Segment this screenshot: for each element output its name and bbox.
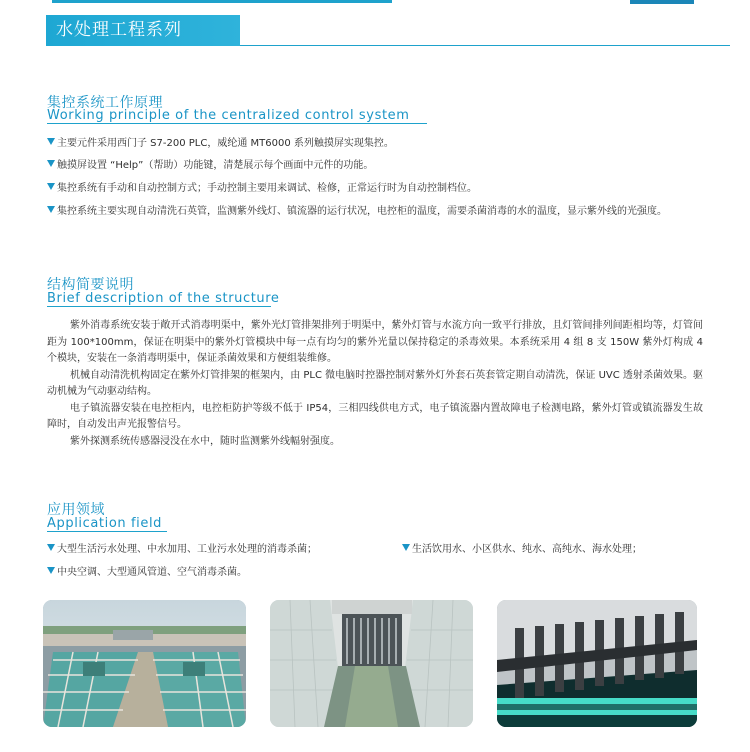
structure-description: [47, 318, 703, 450]
top-accent-line: [52, 0, 392, 3]
uv-lamp-modules-glow-photo: [497, 600, 697, 727]
principle-bullet: 集控系统主要实现自动清洗石英管，监测紫外线灯、镇流器的运行状况，电控柜的温度，需要杀菌消毒的水的温度，显示紫外线的光强度。: [47, 205, 703, 219]
triangle-bullet-icon: [47, 138, 55, 145]
application-item: 生活饮用水、小区供水、纯水、高纯水、海水处理；: [402, 543, 702, 557]
principle-title-en: Working principle of the centralized control system: [47, 108, 410, 123]
application-title-cn: 应用领域: [47, 502, 105, 518]
triangle-bullet-icon: [47, 206, 55, 213]
principle-bullet: 集控系统有手动和自动控制方式；手动控制主要用来调试、检修，正常运行时为自动控制档位。: [47, 182, 703, 196]
structure-title-cn: 结构简要说明: [47, 277, 134, 293]
principle-bullet: 触摸屏设置 “Help”（帮助）功能键，清楚展示每个画面中元件的功能。: [47, 159, 703, 173]
structure-paragraph: 电子镇流器安装在电控柜内，电控柜防护等级不低于 IP54，三相四线供电方式，电子镇流器内置故障电子检测电路，紫外灯管或镇流器发生故障时，自动发出声光报警信号。: [47, 402, 703, 430]
triangle-bullet-icon: [47, 567, 55, 574]
outdoor-treatment-channel-photo: [43, 600, 246, 727]
banner-divider: [240, 45, 730, 46]
application-item: 大型生活污水处理、中水加用、工业污水处理的消毒杀菌；: [47, 543, 377, 557]
triangle-bullet-icon: [402, 544, 410, 551]
structure-title-en: Brief description of the structure: [47, 291, 280, 306]
principle-bullet: 主要元件采用西门子 S7-200 PLC，威纶通 MT6000 系列触摸屏实现集控。: [47, 137, 703, 151]
series-banner: 水处理工程系列: [46, 15, 240, 46]
application-item: 中央空调、大型通风管道、空气消毒杀菌。: [47, 566, 377, 580]
application-title-underline: [47, 531, 167, 532]
principle-title-underline: [47, 123, 427, 124]
top-corner-accent: [630, 0, 694, 4]
principle-title-cn: 集控系统工作原理: [47, 95, 163, 111]
structure-title-underline: [47, 306, 271, 307]
triangle-bullet-icon: [47, 544, 55, 551]
structure-paragraph: 机械自动清洗机构固定在紫外灯管排架的框架内，由 PLC 微电脑时控器控制对紫外灯外套石英套管定期自动清洗，保证 UVC 透射杀菌效果。驱动机械为气动驱动结构。: [47, 369, 703, 397]
structure-paragraph: 紫外探测系统传感器浸没在水中，随时监测紫外线幅射强度。: [70, 435, 340, 447]
triangle-bullet-icon: [47, 160, 55, 167]
structure-paragraph: 紫外消毒系统安装于敞开式消毒明渠中，紫外光灯管排架排列于明渠中，紫外灯管与水流方向一致平行排放，且灯管间排列间距相均等，灯管间距为 100*100mm，保证在明渠中的紫外灯管模块中每一点有均匀的紫外光量以保持稳定的杀毒效果。本系统采用 4 组 8 支 150W 紫外灯构成 4 个模块，安装在一条消毒明渠中，保证杀菌效果和方便组装维修。: [47, 320, 703, 364]
uv-lamp-rack-channel-photo: [270, 600, 473, 727]
application-title-en: Application field: [47, 516, 163, 531]
triangle-bullet-icon: [47, 183, 55, 190]
